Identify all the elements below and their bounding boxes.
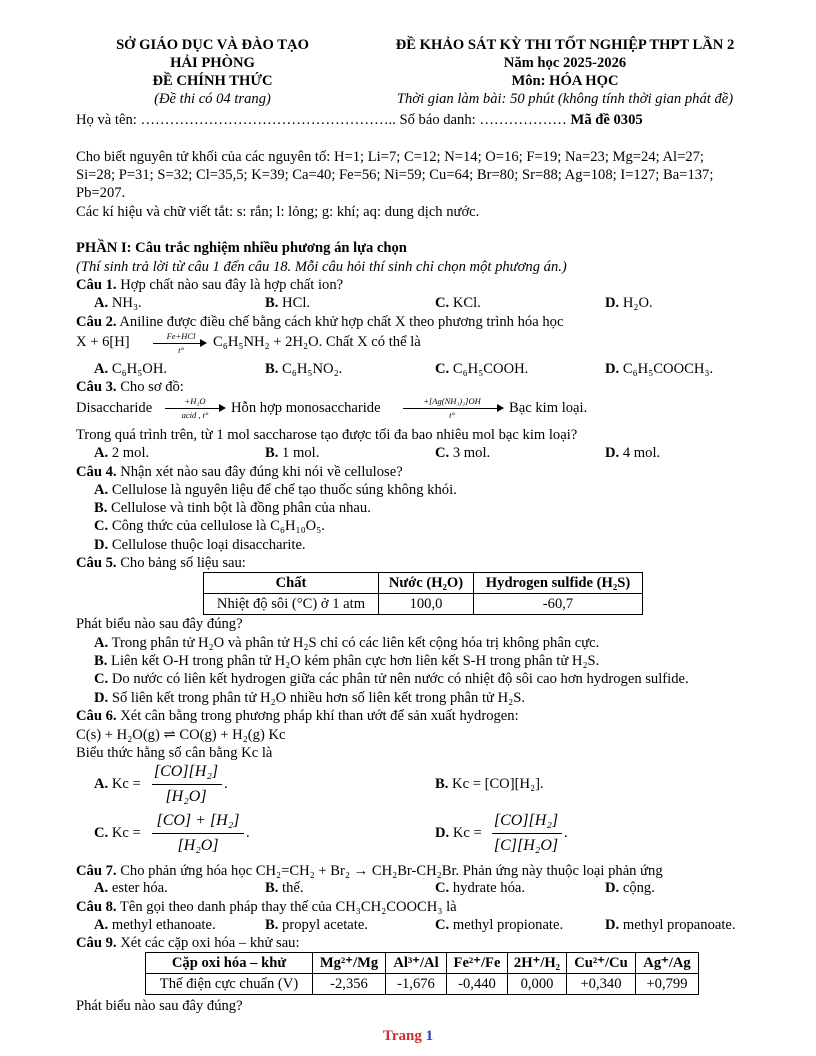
table-cell: -1,676: [386, 974, 447, 995]
q6a-fraction-bar: [152, 784, 222, 785]
q3-option-a: [94, 444, 149, 462]
q8-label: Câu 8.: [76, 899, 117, 915]
q6c-numerator: [CO] + [H₂]: [156, 812, 240, 829]
q2-arrow-top: Fe+HCl: [166, 331, 196, 341]
table-header: Mg²⁺/Mg: [313, 953, 386, 974]
option-text: C₆H₅NO₂.: [282, 361, 343, 377]
q7-label: Câu 7.: [76, 863, 117, 879]
table-cell: -60,7: [474, 594, 643, 615]
official-label: ĐỀ CHÍNH THỨC: [152, 73, 273, 89]
option-text: Công thức của cellulose là C₆H₁₀O₅.: [111, 518, 325, 534]
letter-d: D.: [605, 361, 620, 377]
q1-stem: [76, 276, 343, 294]
q2-eq-left: X + 6[H]: [76, 334, 130, 350]
q2-text: Aniline được điều chế bằng cách khử hợp chất X theo phương trình hóa học: [116, 314, 564, 330]
dept-name: SỞ GIÁO DỤC VÀ ĐÀO TẠO: [116, 37, 309, 53]
q4-label: Câu 4.: [76, 464, 117, 480]
letter-a: A.: [94, 776, 109, 792]
option-text: C₆H₅OH.: [111, 361, 168, 377]
q2-arrow-bottom: t°: [178, 345, 184, 355]
q8-option-b: [265, 916, 368, 934]
q3-arrow2-bottom: t°: [449, 410, 455, 420]
q3-option-d: [605, 444, 660, 462]
letter-c: C.: [435, 445, 450, 461]
option-text: Cellulose và tinh bột là đồng phân của nhau.: [111, 500, 371, 516]
q6c-fraction-bar: [152, 833, 244, 834]
q6d-fraction-bar: [492, 833, 562, 834]
option-text: C₆H₅COOCH₃.: [622, 361, 714, 377]
q8-stem: [76, 898, 457, 916]
option-text: KCl.: [452, 295, 481, 311]
option-text: 1 mol.: [282, 445, 320, 461]
exam-title: ĐỀ KHẢO SÁT KỲ THI TỐT NGHIỆP THPT LẦN 2: [395, 37, 735, 53]
q2-label: Câu 2.: [76, 314, 117, 330]
q1-option-d: [605, 294, 653, 312]
q9-text: Xét các cặp oxi hóa – khử sau:: [116, 935, 300, 951]
q2-option-c: [435, 360, 528, 378]
letter-c: C.: [435, 880, 450, 896]
option-text: Cellulose là nguyên liệu để chế tạo thuốc súng không khói.: [111, 482, 457, 498]
period: .: [246, 825, 250, 841]
option-text: cộng.: [622, 880, 655, 896]
option-text: ester hóa.: [111, 880, 168, 896]
q5-text: Cho bảng số liệu sau:: [116, 555, 246, 571]
option-text: methyl propanoate.: [622, 917, 736, 933]
q6-option-c: [94, 824, 141, 842]
letter-a: A.: [94, 917, 109, 933]
table-header: Ag⁺/Ag: [636, 953, 699, 974]
q2-option-a: [94, 360, 167, 378]
letter-c: C.: [435, 917, 450, 933]
q7-text: Cho phản ứng hóa học CH₂=CH₂ + Br₂ → CH₂Br-CH₂Br. Phản ứng này thuộc loại phản ứng: [116, 863, 663, 879]
candidate-fields: Họ và tên: …………………………………………….. Số báo danh: ………………: [76, 112, 571, 128]
exam-code: Mã đề 0305: [570, 112, 643, 128]
letter-c: C.: [435, 361, 450, 377]
option-text: Số liên kết trong phân tử H₂O nhiều hơn số liên kết trong phân tử H₂S.: [111, 690, 525, 706]
letter-c: C.: [94, 518, 109, 534]
q1-text: Hợp chất nào sau đây là hợp chất ion?: [116, 277, 344, 293]
time-note: Thời gian làm bài: 50 phút (không tính thời gian phát đề): [396, 91, 734, 107]
option-text: thế.: [282, 880, 304, 896]
letter-d: D.: [94, 690, 109, 706]
table-header: Fe²⁺/Fe: [447, 953, 508, 974]
option-text: NH₃.: [111, 295, 142, 311]
q3-arrow1: [165, 408, 220, 409]
q3-text: Cho sơ đồ:: [116, 379, 184, 395]
table-cell: Nhiệt độ sôi (°C) ở 1 atm: [204, 594, 379, 615]
q6-question: Biểu thức hằng số cân bằng Kc là: [76, 745, 273, 761]
q6d-numerator: [CO][H₂]: [493, 812, 559, 829]
q5-question: Phát biểu nào sau đây đúng?: [76, 616, 243, 632]
option-text: Kc = [CO][H₂].: [452, 776, 544, 792]
table-cell: +0,799: [636, 974, 699, 995]
q5-option-b: [94, 652, 599, 670]
q3-option-c: [435, 444, 490, 462]
q5-option-c: [94, 670, 689, 688]
q3-arrow2: [403, 408, 498, 409]
q2-arrow: [153, 343, 201, 344]
q3-arrow1-bottom: acid , t°: [181, 410, 209, 420]
q3-scheme-end: Bạc kim loại.: [509, 400, 588, 416]
option-text: methyl ethanoate.: [111, 917, 216, 933]
option-text: 2 mol.: [111, 445, 150, 461]
option-text: Liên kết O-H trong phân tử H₂O kém phân cực hơn liên kết S-H trong phân tử H₂S.: [111, 653, 600, 669]
period: .: [224, 776, 228, 792]
q9-label: Câu 9.: [76, 935, 117, 951]
page-label: Trang: [382, 1028, 426, 1044]
candidate-line: [76, 111, 643, 129]
table-header: Chất: [204, 573, 379, 594]
table-cell: 100,0: [379, 594, 474, 615]
letter-d: D.: [605, 295, 620, 311]
q6-text: Xét cân bằng trong phương pháp khí than ướt để sản xuất hydrogen:: [116, 708, 519, 724]
letter-a: A.: [94, 880, 109, 896]
table-cell: +0,340: [567, 974, 636, 995]
q3-option-b: [265, 444, 319, 462]
letter-b: B.: [265, 445, 279, 461]
q6-option-a: [94, 775, 141, 793]
q6-stem: [76, 707, 519, 725]
atomic-mass-line1: Cho biết nguyên tử khối của các nguyên tố: H=1; Li=7; C=12; N=14; O=16; F=19; Na=23; Mg=24; Al=27;: [76, 149, 704, 165]
option-text: hydrate hóa.: [452, 880, 525, 896]
kc-label: Kc =: [111, 776, 141, 792]
letter-d: D.: [94, 537, 109, 553]
q6-option-b: [435, 775, 544, 793]
letter-d: D.: [605, 917, 620, 933]
letter-b: B.: [94, 500, 108, 516]
q2-option-b: [265, 360, 342, 378]
option-text: 4 mol.: [622, 445, 661, 461]
letter-b: B.: [265, 295, 279, 311]
table-header: Al³⁺/Al: [386, 953, 447, 974]
q6-equation: C(s) + H₂O(g) ⇌ CO(g) + H₂(g) Kc: [76, 727, 286, 743]
q7-stem: [76, 862, 663, 880]
letter-d: D.: [605, 445, 620, 461]
letter-b: B.: [435, 776, 449, 792]
option-text: C₆H₅COOH.: [452, 361, 529, 377]
q8-text: Tên gọi theo danh pháp thay thế của CH₃CH₂COOCH₃ là: [116, 899, 457, 915]
letter-c: C.: [94, 671, 109, 687]
q7-option-d: [605, 879, 655, 897]
abbreviation-note: Các kí hiệu và chữ viết tắt: s: rắn; l: lỏng; g: khí; aq: dung dịch nước.: [76, 204, 480, 220]
q7-option-a: [94, 879, 168, 897]
table-header: Cặp oxi hóa – khử: [146, 953, 313, 974]
q8-option-d: [605, 916, 736, 934]
q1-option-c: [435, 294, 481, 312]
q3-stem: [76, 378, 184, 396]
period: .: [564, 825, 568, 841]
q1-label: Câu 1.: [76, 277, 117, 293]
q5-stem: [76, 554, 246, 572]
part1-note: (Thí sinh trả lời từ câu 1 đến câu 18. Mỗi câu hỏi thí sinh chỉ chọn một phương án.): [76, 259, 567, 275]
subject: Môn: HÓA HỌC: [511, 73, 619, 89]
table-cell: Thế điện cực chuẩn (V): [146, 974, 313, 995]
q8-option-c: [435, 916, 563, 934]
letter-d: D.: [605, 880, 620, 896]
option-text: 3 mol.: [452, 445, 491, 461]
q3-arrow2-top: +[Ag(NH₃)₂]OH: [423, 396, 481, 406]
q5-label: Câu 5.: [76, 555, 117, 571]
table-header: Cu²⁺/Cu: [567, 953, 636, 974]
letter-b: B.: [94, 653, 108, 669]
q6d-denominator: [C][H₂O]: [493, 837, 559, 854]
q9-question: Phát biểu nào sau đây đúng?: [76, 998, 243, 1014]
letter-b: B.: [265, 361, 279, 377]
q1-option-b: [265, 294, 310, 312]
q9-stem: [76, 934, 300, 952]
q5-option-a: [94, 634, 599, 652]
q1-option-a: [94, 294, 142, 312]
option-text: Trong phân tử H₂O và phân tử H₂S chỉ có các liên kết cộng hóa trị không phân cực.: [111, 635, 600, 651]
q6-option-d: [435, 824, 482, 842]
table-cell: -2,356: [313, 974, 386, 995]
q7-option-c: [435, 879, 525, 897]
option-text: methyl propionate.: [452, 917, 564, 933]
table-header: 2H⁺/H₂: [508, 953, 567, 974]
q6a-numerator: [CO][H₂]: [153, 763, 219, 780]
q2-option-d: [605, 360, 713, 378]
letter-d: D.: [435, 825, 450, 841]
option-text: propyl acetate.: [282, 917, 368, 933]
letter-c: C.: [94, 825, 109, 841]
letter-a: A.: [94, 361, 109, 377]
q5-option-d: [94, 689, 525, 707]
kc-label: Kc =: [111, 825, 141, 841]
letter-a: A.: [94, 482, 109, 498]
letter-b: B.: [265, 880, 279, 896]
q2-eq-right: C₆H₅NH₂ + 2H₂O. Chất X có thể là: [213, 334, 421, 350]
page-count-note: (Đề thi có 04 trang): [154, 91, 271, 107]
q5-table: [203, 572, 643, 615]
atomic-mass-line3: Pb=207.: [76, 185, 126, 201]
option-text: Cellulose thuộc loại disaccharite.: [111, 537, 306, 553]
atomic-mass-line2: Si=28; P=31; S=32; Cl=35,5; K=39; Ca=40; Fe=56; Ni=59; Cu=64; Br=80; Sr=88; Ag=108; I=127; Ba=137;: [76, 167, 714, 183]
school-year: Năm học 2025-2026: [503, 55, 627, 71]
table-header: Hydrogen sulfide (H₂S): [474, 573, 643, 594]
city-name: HẢI PHÒNG: [170, 55, 255, 71]
option-text: Do nước có liên kết hydrogen giữa các phân tử nên nước có nhiệt độ sôi cao hơn hydrogen sulfide.: [111, 671, 689, 687]
q4-option-b: [94, 499, 371, 517]
q6a-denominator: [H₂O]: [165, 788, 207, 805]
option-text: H₂O.: [622, 295, 653, 311]
q4-text: Nhận xét nào sau đây đúng khi nói về cellulose?: [116, 464, 403, 480]
q6-label: Câu 6.: [76, 708, 117, 724]
q4-option-a: [94, 481, 457, 499]
q3-question: Trong quá trình trên, từ 1 mol saccharose tạo được tối đa bao nhiêu mol bạc kim loại?: [76, 427, 578, 443]
kc-label: Kc =: [452, 825, 482, 841]
part1-title: PHẦN I: Câu trắc nghiệm nhiều phương án lựa chọn: [76, 240, 407, 256]
q3-scheme-mid: Hỗn hợp monosaccharide: [231, 400, 381, 416]
letter-a: A.: [94, 635, 109, 651]
table-header: Nước (H₂O): [379, 573, 474, 594]
q7-option-b: [265, 879, 304, 897]
q3-scheme-start: Disaccharide: [76, 400, 153, 416]
q8-option-a: [94, 916, 216, 934]
q3-label: Câu 3.: [76, 379, 117, 395]
q6c-denominator: [H₂O]: [177, 837, 219, 854]
page-footer: [0, 1028, 816, 1045]
q3-arrow1-top: +H₂O: [184, 396, 206, 406]
table-cell: -0,440: [447, 974, 508, 995]
q9-table: [145, 952, 699, 995]
q4-option-d: [94, 536, 306, 554]
q2-stem: [76, 313, 563, 331]
page-number: 1: [425, 1028, 434, 1044]
letter-a: A.: [94, 295, 109, 311]
option-text: HCl.: [282, 295, 311, 311]
letter-b: B.: [265, 917, 279, 933]
letter-a: A.: [94, 445, 109, 461]
letter-c: C.: [435, 295, 450, 311]
q4-stem: [76, 463, 403, 481]
table-cell: 0,000: [508, 974, 567, 995]
q4-option-c: [94, 517, 325, 535]
